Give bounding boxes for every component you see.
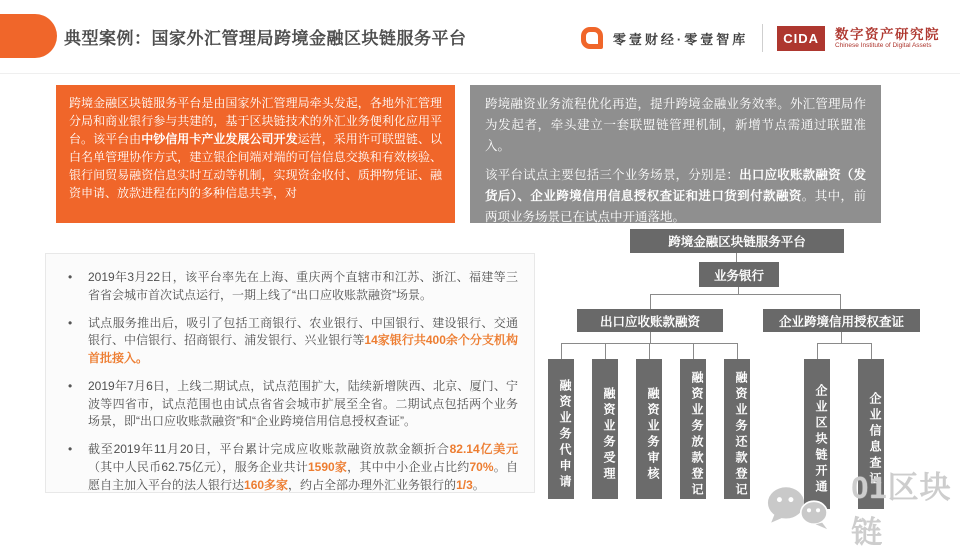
intro-orange-text-2: 运营，采用许可联盟链、以白名单管理协作方式，建立银企间端对端的可信信息交换和有效核验、银行间贸易融资信息实时互动等机制，实现资金收付、质押物凭证、融资申请、放款进程在内的多种信息共享，对 bbox=[69, 132, 442, 200]
wechat-icon bbox=[763, 478, 845, 536]
chart-leaf-financing-accept: 融资业务受理 bbox=[592, 359, 618, 499]
bullet-2-highlight: 14家银行共400余个分支机构首批接入。 bbox=[88, 333, 518, 365]
bullet-4-seg1: 截至2019年11月20日，平台累计完成应收账款融资放款金额折合 bbox=[88, 442, 450, 456]
chart-node-bank: 业务银行 bbox=[699, 262, 779, 287]
bullet-4-highlight-companies: 1590家 bbox=[307, 459, 348, 474]
bullet-1-text bbox=[88, 269, 518, 305]
intro-orange-text: 跨境金融区块链服务平台是由国家外汇管理局牵头发起，各地外汇管理分局和商业银行参与共建的，基于区块链技术的外汇业务便利化应用平台。该平台由 bbox=[69, 96, 442, 146]
bullet-4-seg7: 。自愿自主加入平台的法人银行达 bbox=[88, 459, 518, 492]
connector-line bbox=[649, 343, 650, 359]
bullet-icon: • bbox=[68, 378, 73, 393]
connector-line bbox=[841, 332, 842, 343]
gray-p2-seg1: 该平台试点主要包括三个业务场景，分别是： bbox=[485, 168, 740, 182]
gray-p2-bold: 出口应收账款融资（发货后）、企业跨境信用信息授权查证和进口货到付款融资 bbox=[485, 168, 866, 203]
accent-bar bbox=[0, 14, 57, 58]
chart-node-platform: 跨境金融区块链服务平台 bbox=[630, 229, 844, 253]
header-divider-line bbox=[0, 73, 960, 74]
brand-area bbox=[581, 24, 940, 52]
connector-line bbox=[650, 294, 651, 309]
connector-line bbox=[605, 343, 606, 359]
bullet-4-highlight-ratio: 1/3 bbox=[456, 477, 473, 492]
intro-orange-bold: 中钞信用卡产业发展公司开发 bbox=[141, 132, 298, 146]
bullet-icon: • bbox=[68, 315, 73, 330]
brand-divider bbox=[762, 24, 763, 52]
cida-name: 数字资产研究院 bbox=[835, 26, 940, 42]
bullet-3-text bbox=[88, 378, 518, 431]
bullet-4-seg11: 。 bbox=[472, 477, 485, 492]
chart-leaf-blockchain-activation: 企业区块链开通 bbox=[804, 359, 830, 509]
connector-line bbox=[817, 343, 818, 359]
connector-line bbox=[840, 294, 841, 309]
list-item bbox=[68, 315, 518, 368]
bullet-icon: • bbox=[68, 442, 73, 456]
list-item bbox=[68, 269, 518, 305]
list-item bbox=[68, 378, 518, 431]
cida-subtitle: Chinese Institute of Digital Assets bbox=[835, 42, 932, 50]
connector-line bbox=[871, 343, 872, 359]
bullet-1-seg1: 2019年3月22日，该平台率先在上海、重庆两个直辖市和江苏、浙江、福建等三省省会城市首次试点运行，一期上线了“出口应收账款融资”场景。 bbox=[88, 270, 518, 302]
bullet-icon: • bbox=[68, 270, 73, 284]
bullet-4-highlight-usd: 82.14亿美元 bbox=[449, 442, 518, 456]
gray-p2-seg3: 。其中，前两项业务场景已在试点中开通落地。 bbox=[485, 189, 866, 224]
bullet-4-seg9: ，约占全部办理外汇业务银行的 bbox=[288, 477, 457, 492]
bullet-4-text bbox=[88, 441, 518, 494]
list-item bbox=[68, 441, 518, 494]
milestones-panel bbox=[45, 253, 535, 493]
chart-leaf-financing-review: 融资业务审核 bbox=[636, 359, 662, 499]
bullet-2-text bbox=[88, 315, 518, 368]
connector-line bbox=[736, 253, 737, 262]
bullet-3-seg1: 2019年7月6日，上线二期试点，试点范围扩大，陆续新增陕西、北京、厦门、宁波等四省市，试点范围也由试点省省会城市扩展至全省。二期试点包括两个业务场景，即“出口应收账款融资”和“企业跨境信用信息授权查证”。 bbox=[88, 378, 518, 429]
cida-text-block bbox=[835, 27, 940, 50]
brand-zeroone-label: 零壹财经·零壹智库 bbox=[612, 31, 749, 47]
platform-intro-box bbox=[56, 85, 455, 223]
connector-line bbox=[650, 294, 841, 295]
bullet-4-highlight-pct: 70% bbox=[469, 459, 494, 474]
connector-line bbox=[561, 343, 562, 359]
bullet-4-highlight-banks: 160多家 bbox=[244, 477, 289, 492]
bullet-4-seg3: （其中人民币62.75亿元），服务企业共计 bbox=[88, 459, 308, 474]
chart-node-export-financing: 出口应收账款融资 bbox=[577, 309, 723, 332]
watermark bbox=[763, 462, 960, 552]
bullet-4-seg5: ，其中中小企业占比约 bbox=[347, 459, 470, 474]
gray-paragraph-1: 跨境融资业务流程优化再造，提升跨境金融业务效率。外汇管理局作为发起者，牵头建立一套联盟链管理机制，新增节点需通过联盟准入。 bbox=[485, 97, 866, 153]
chart-leaf-financing-apply: 融资业务代申请 bbox=[548, 359, 574, 499]
gray-paragraph-2 bbox=[485, 165, 866, 228]
page-title: 典型案例：国家外汇管理局跨境金融区块链服务平台 bbox=[64, 28, 467, 48]
connector-line bbox=[737, 343, 738, 359]
connector-line bbox=[650, 332, 651, 343]
chart-node-credit-verification: 企业跨境信用授权查证 bbox=[763, 309, 920, 332]
watermark-text: 01区块链 bbox=[851, 470, 952, 550]
connector-line bbox=[817, 343, 871, 344]
connector-line bbox=[738, 287, 739, 294]
chart-leaf-repayment-registration: 融资业务还款登记 bbox=[724, 359, 750, 499]
bullet-2-seg1: 试点服务推出后，吸引了包括工商银行、农业银行、中国银行、建设银行、交通银行、中信银行、招商银行、浦发银行、兴业银行等 bbox=[88, 315, 518, 348]
cida-logo: CIDA bbox=[777, 26, 825, 51]
chart-leaf-info-verification: 企业信息查证 bbox=[858, 359, 884, 509]
zeroone-logo-icon bbox=[581, 27, 603, 49]
business-intro-box bbox=[470, 85, 881, 223]
connector-line bbox=[693, 343, 694, 359]
chart-leaf-loan-registration: 融资业务放款登记 bbox=[680, 359, 706, 499]
